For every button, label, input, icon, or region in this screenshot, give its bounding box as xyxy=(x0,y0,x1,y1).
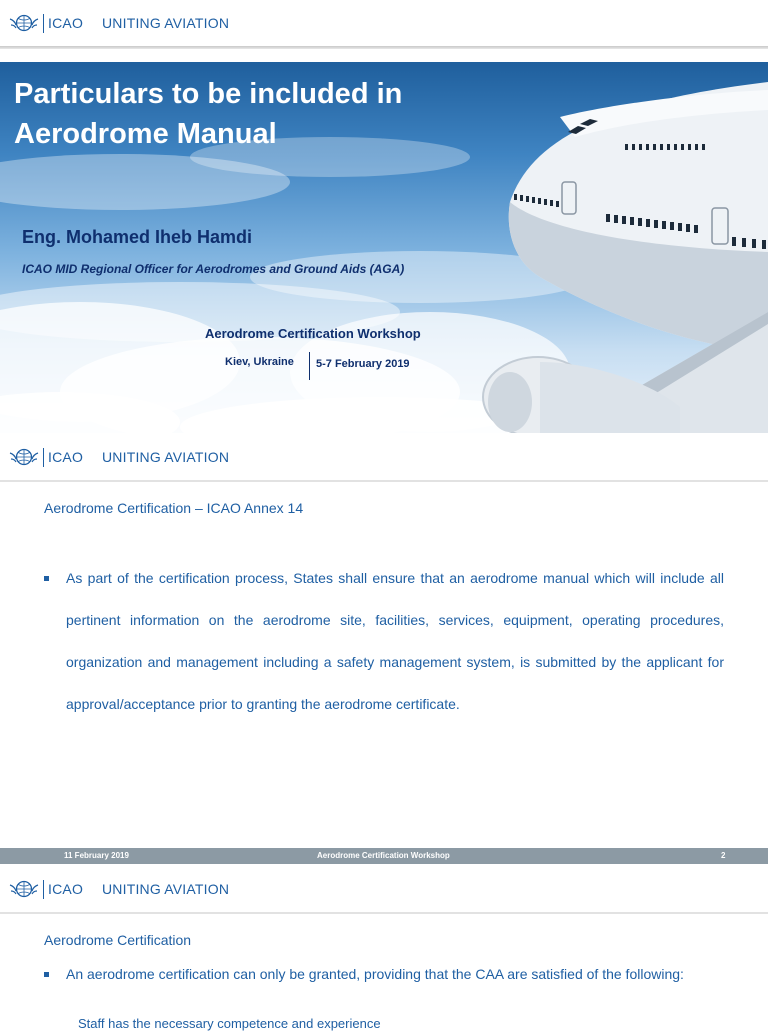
header-rule xyxy=(0,46,768,49)
slide1-dates: 5-7 February 2019 xyxy=(316,358,410,370)
header-rule xyxy=(0,912,768,914)
footer-date: 11 February 2019 xyxy=(64,851,129,860)
airplane-image xyxy=(480,62,768,433)
bullet-marker xyxy=(44,576,49,581)
header-tagline: UNITING AVIATION xyxy=(102,15,230,31)
slide2-title: Aerodrome Certification – ICAO Annex 14 xyxy=(44,500,304,516)
slide1-role: ICAO MID Regional Officer for Aerodromes and Ground Aids (AGA) xyxy=(22,262,405,276)
header-separator xyxy=(43,448,44,467)
footer-page-number: 2 xyxy=(721,851,726,860)
location-date-separator xyxy=(309,352,310,380)
header-rule xyxy=(0,480,768,482)
slide3-sub-bullet-text: Staff has the necessary competence and experience xyxy=(78,1016,381,1031)
slide3-header xyxy=(0,866,768,912)
slide3-bullet-text: An aerodrome certification can only be granted, providing that the CAA are satisfied of the following: xyxy=(66,966,684,982)
header-tagline: UNITING AVIATION xyxy=(102,881,230,897)
slide1-title xyxy=(14,74,484,154)
header-tagline: UNITING AVIATION xyxy=(102,449,230,465)
bullet-marker xyxy=(44,972,49,977)
icao-logo-icon xyxy=(9,10,39,36)
slide1-header xyxy=(0,0,768,46)
slide2-footer xyxy=(0,848,768,864)
footer-event: Aerodrome Certification Workshop xyxy=(317,851,450,860)
header-separator xyxy=(43,880,44,899)
icao-logo-icon xyxy=(9,444,39,470)
slide1-hero xyxy=(0,62,768,433)
slide1-title-line1: Particulars to be included in xyxy=(14,78,403,110)
slide2-header xyxy=(0,434,768,480)
slide1-location: Kiev, Ukraine xyxy=(225,356,294,368)
slide1-workshop: Aerodrome Certification Workshop xyxy=(205,326,421,341)
slide3-title: Aerodrome Certification xyxy=(44,932,192,948)
header-org: ICAO xyxy=(48,15,84,31)
header-separator xyxy=(43,14,44,33)
slide1-author: Eng. Mohamed Iheb Hamdi xyxy=(22,227,253,247)
header-org: ICAO xyxy=(48,449,84,465)
slide2-bullet-text: As part of the certification process, States shall ensure that an aerodrome manual which will include all pertinent information on the aerodrome site, facilities, services, equipment, operating procedures, organization and management including a safety management system, is submitted by the applicant for approval/acceptance prior to granting the aerodrome certificate. xyxy=(66,570,724,712)
header-org: ICAO xyxy=(48,881,84,897)
icao-logo-icon xyxy=(9,876,39,902)
slide1-title-line2: Aerodrome Manual xyxy=(14,118,277,150)
